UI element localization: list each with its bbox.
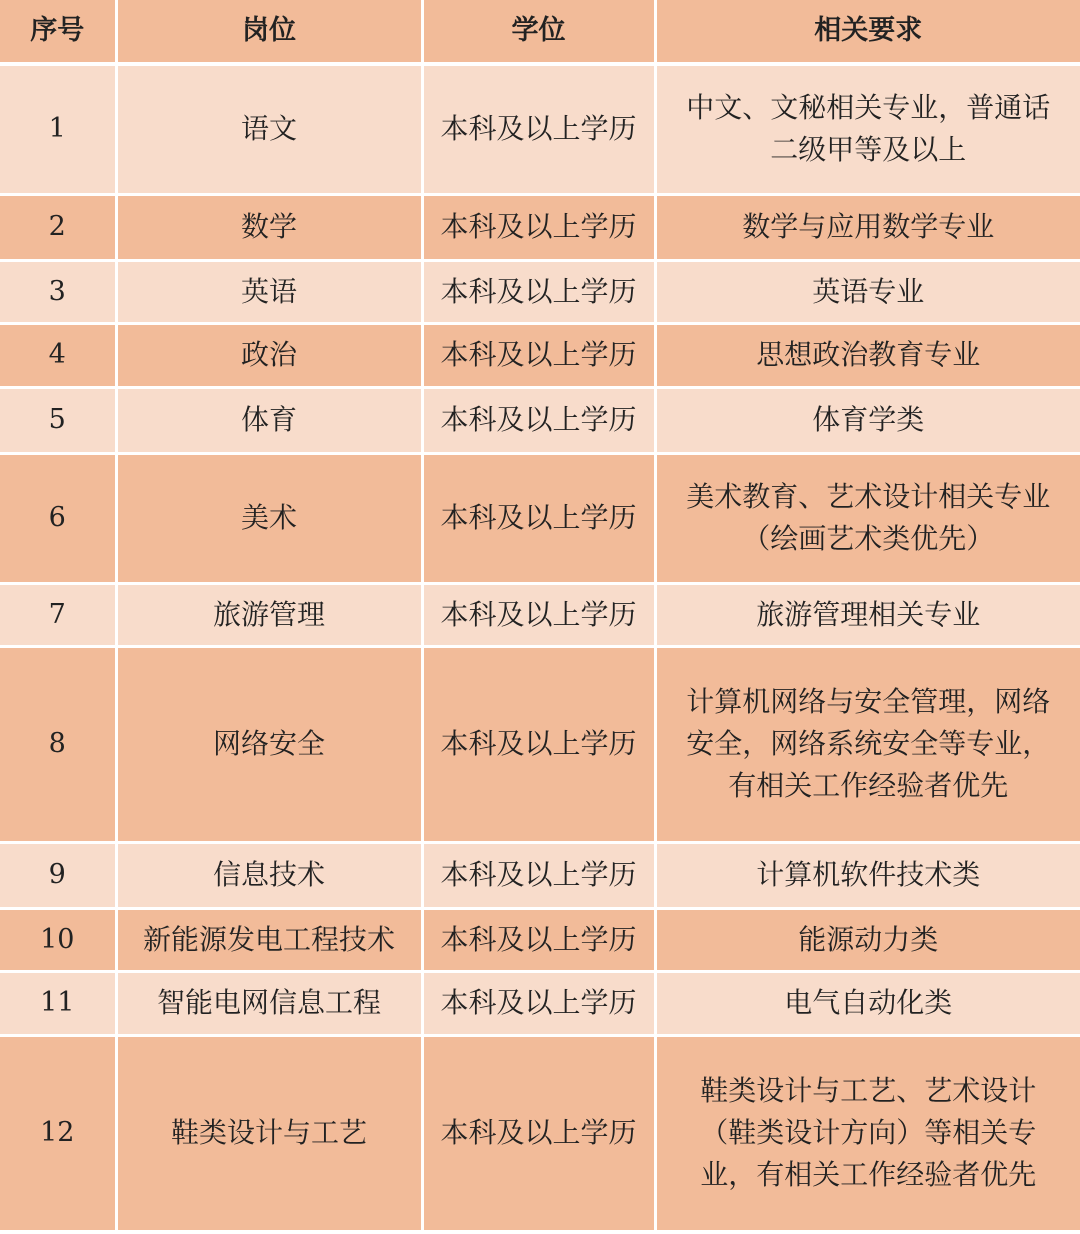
row-degree: 本科及以上学历 — [422, 323, 655, 387]
table-row — [0, 453, 1080, 583]
table-header — [0, 0, 1080, 64]
row-degree: 本科及以上学历 — [422, 908, 655, 971]
row-position: 语文 — [116, 64, 422, 194]
row-position: 新能源发电工程技术 — [116, 908, 422, 971]
row-requirement: 电气自动化类 — [655, 971, 1080, 1035]
row-degree: 本科及以上学历 — [422, 453, 655, 583]
row-number: 9 — [0, 842, 116, 908]
row-position: 美术 — [116, 453, 422, 583]
row-requirement: 能源动力类 — [655, 908, 1080, 971]
row-degree: 本科及以上学历 — [422, 1035, 655, 1230]
row-requirement: 美术教育、艺术设计相关专业 （绘画艺术类优先） — [655, 453, 1080, 583]
row-number: 12 — [0, 1035, 116, 1230]
table-row — [0, 908, 1080, 971]
row-requirement: 计算机软件技术类 — [655, 842, 1080, 908]
row-requirement: 旅游管理相关专业 — [655, 583, 1080, 646]
row-number: 3 — [0, 260, 116, 323]
row-position: 英语 — [116, 260, 422, 323]
row-number: 7 — [0, 583, 116, 646]
row-number: 2 — [0, 194, 116, 260]
row-degree: 本科及以上学历 — [422, 387, 655, 453]
row-degree: 本科及以上学历 — [422, 842, 655, 908]
row-degree: 本科及以上学历 — [422, 971, 655, 1035]
row-requirement: 体育学类 — [655, 387, 1080, 453]
table-row — [0, 387, 1080, 453]
table-row — [0, 646, 1080, 842]
table-row — [0, 842, 1080, 908]
row-degree: 本科及以上学历 — [422, 64, 655, 194]
row-number: 6 — [0, 453, 116, 583]
row-number: 10 — [0, 908, 116, 971]
table-row — [0, 971, 1080, 1035]
row-requirement: 思想政治教育专业 — [655, 323, 1080, 387]
header-degree: 学位 — [422, 0, 655, 64]
row-requirement: 中文、文秘相关专业，普通话 二级甲等及以上 — [655, 64, 1080, 194]
row-position: 网络安全 — [116, 646, 422, 842]
header-requirements: 相关要求 — [655, 0, 1080, 64]
row-number: 5 — [0, 387, 116, 453]
table-row — [0, 64, 1080, 194]
row-position: 体育 — [116, 387, 422, 453]
header-row — [0, 0, 1080, 64]
row-position: 信息技术 — [116, 842, 422, 908]
row-number: 11 — [0, 971, 116, 1035]
row-number: 1 — [0, 64, 116, 194]
header-position: 岗位 — [116, 0, 422, 64]
row-number: 4 — [0, 323, 116, 387]
table-body — [0, 64, 1080, 1230]
table-row — [0, 1035, 1080, 1230]
table-row — [0, 260, 1080, 323]
row-requirement: 计算机网络与安全管理，网络 安全，网络系统安全等专业， 有相关工作经验者优先 — [655, 646, 1080, 842]
row-requirement: 鞋类设计与工艺、艺术设计 （鞋类设计方向）等相关专 业，有相关工作经验者优先 — [655, 1035, 1080, 1230]
table-row — [0, 583, 1080, 646]
row-degree: 本科及以上学历 — [422, 646, 655, 842]
row-degree: 本科及以上学历 — [422, 583, 655, 646]
row-position: 政治 — [116, 323, 422, 387]
row-position: 旅游管理 — [116, 583, 422, 646]
row-position: 鞋类设计与工艺 — [116, 1035, 422, 1230]
table-row — [0, 194, 1080, 260]
row-number: 8 — [0, 646, 116, 842]
header-number: 序号 — [0, 0, 116, 64]
row-requirement: 数学与应用数学专业 — [655, 194, 1080, 260]
row-requirement: 英语专业 — [655, 260, 1080, 323]
row-position: 智能电网信息工程 — [116, 971, 422, 1035]
row-degree: 本科及以上学历 — [422, 194, 655, 260]
table-row — [0, 323, 1080, 387]
row-position: 数学 — [116, 194, 422, 260]
row-degree: 本科及以上学历 — [422, 260, 655, 323]
